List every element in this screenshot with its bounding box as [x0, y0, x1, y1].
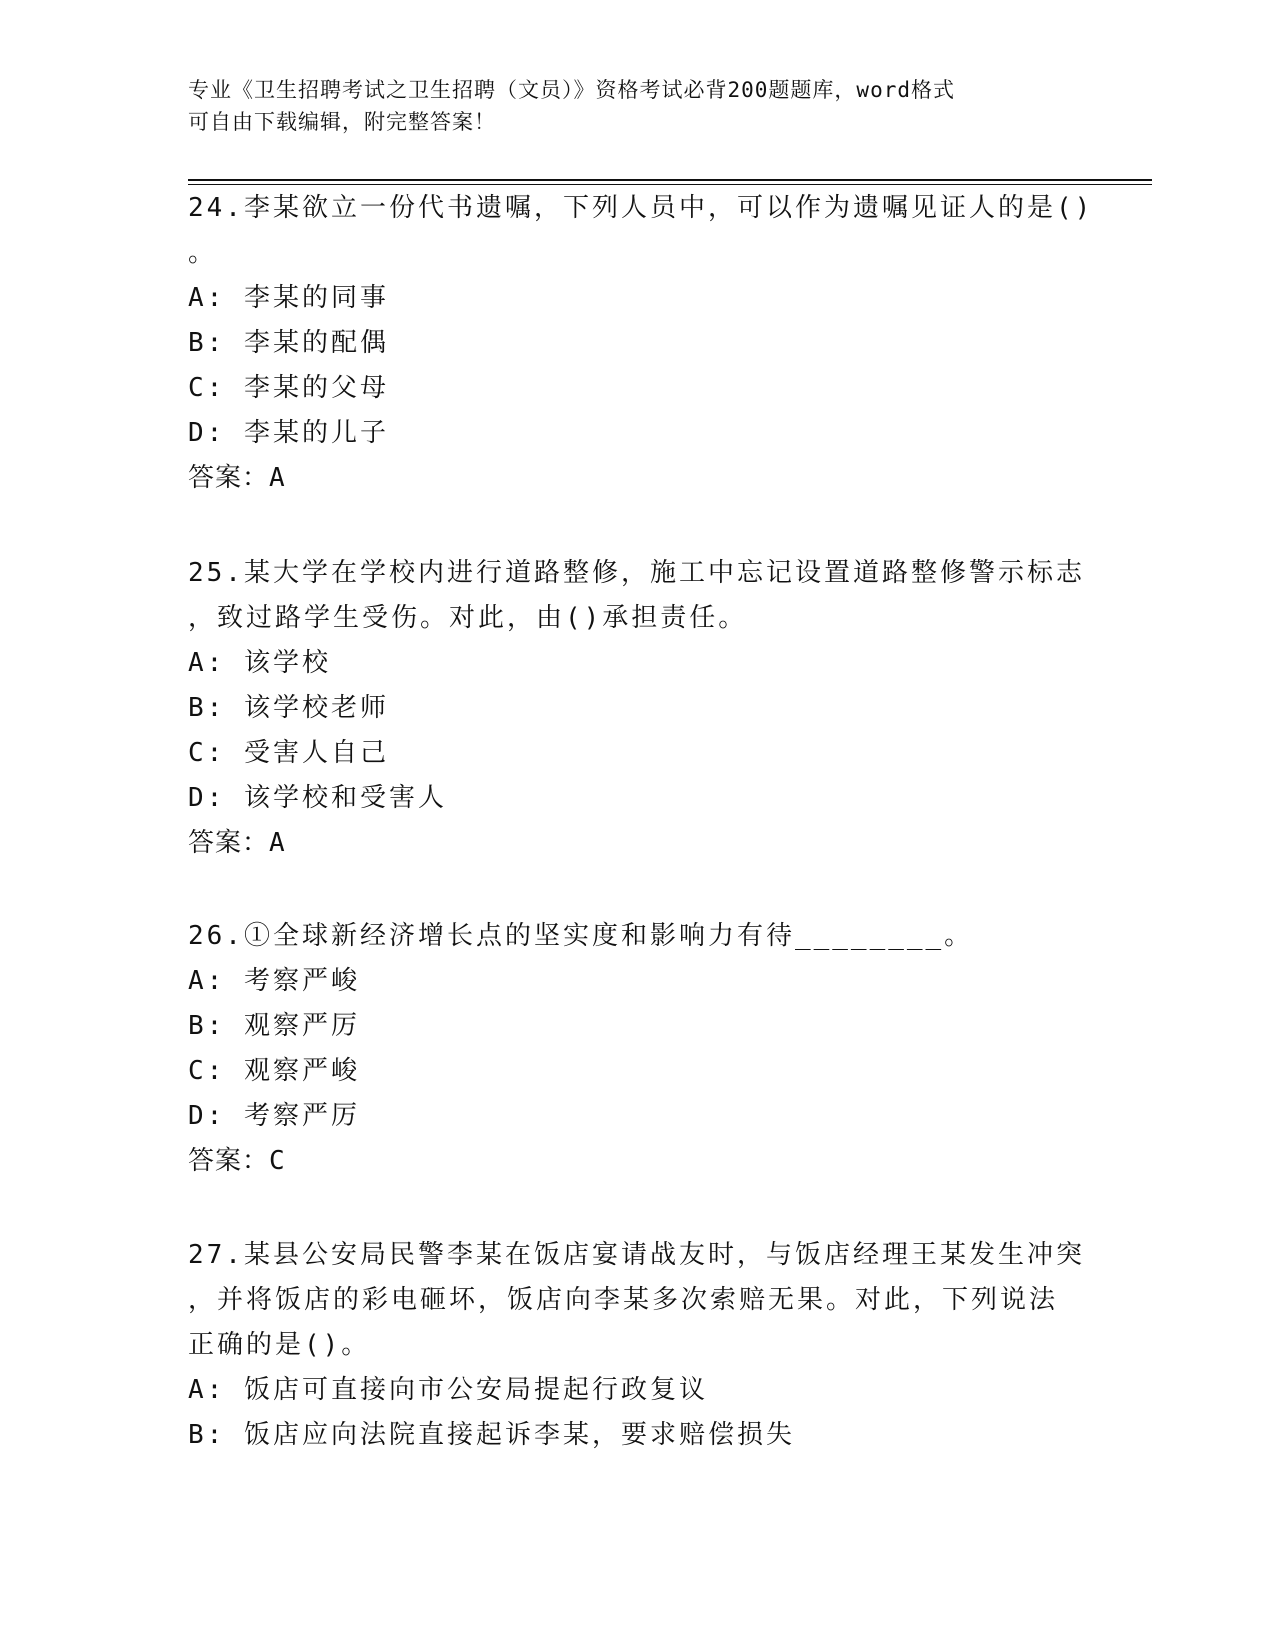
- answer-line: [188, 1139, 1088, 1184]
- answer-label: 答案：: [188, 1146, 270, 1176]
- option-c: C: 观察严峻: [188, 1056, 360, 1086]
- question-stem-line: 24.李某欲立一份代书遗嘱，下列人员中，可以作为遗嘱见证人的是(): [188, 193, 1094, 223]
- answer-label: 答案：: [188, 828, 270, 858]
- question-stem-line: ，致过路学生受伤。对此，由()承担责任。: [188, 603, 748, 633]
- question-24: [188, 186, 1094, 501]
- option-c: C: 李某的父母: [188, 373, 389, 403]
- option-d: D: 该学校和受害人: [188, 783, 447, 813]
- answer-line: [188, 821, 1088, 866]
- option-a: A: 考察严峻: [188, 966, 360, 996]
- question-stem-line: 。: [188, 238, 218, 268]
- option-a: A: 李某的同事: [188, 283, 389, 313]
- option-d: D: 考察严厉: [188, 1101, 360, 1131]
- header-line-2: 可自由下载编辑，附完整答案！: [188, 110, 496, 134]
- option-a: A: 该学校: [188, 648, 331, 678]
- option-a: A: 饭店可直接向市公安局提起行政复议: [188, 1375, 708, 1405]
- header-divider-thick: [188, 179, 1152, 181]
- option-b: B: 该学校老师: [188, 693, 389, 723]
- answer-value: A: [269, 463, 286, 493]
- question-stem-line: 26.①全球新经济增长点的坚实度和影响力有待________。: [188, 921, 974, 951]
- question-stem-line: 27.某县公安局民警李某在饭店宴请战友时，与饭店经理王某发生冲突: [188, 1240, 1085, 1270]
- answer-label: 答案：: [188, 463, 270, 493]
- option-b: B: 观察严厉: [188, 1011, 360, 1041]
- answer-line: [188, 456, 1088, 501]
- question-stem-line: 正确的是()。: [188, 1330, 371, 1360]
- question-27: [188, 1233, 1088, 1458]
- question-25: [188, 551, 1088, 866]
- question-stem-line: 25.某大学在学校内进行道路整修，施工中忘记设置道路整修警示标志: [188, 558, 1085, 588]
- option-c: C: 受害人自己: [188, 738, 389, 768]
- header-line-1: 专业《卫生招聘考试之卫生招聘（文员）》资格考试必背200题题库，word格式: [188, 78, 955, 102]
- option-d: D: 李某的儿子: [188, 418, 389, 448]
- answer-value: C: [269, 1146, 286, 1176]
- answer-value: A: [269, 828, 286, 858]
- document-header: [188, 74, 1068, 138]
- header-divider-thin: [188, 184, 1152, 185]
- option-b: B: 李某的配偶: [188, 328, 389, 358]
- question-stem-line: ，并将饭店的彩电砸坏，饭店向李某多次索赔无果。对此，下列说法: [188, 1285, 1059, 1315]
- question-26: [188, 914, 1088, 1184]
- option-b: B: 饭店应向法院直接起诉李某，要求赔偿损失: [188, 1420, 795, 1450]
